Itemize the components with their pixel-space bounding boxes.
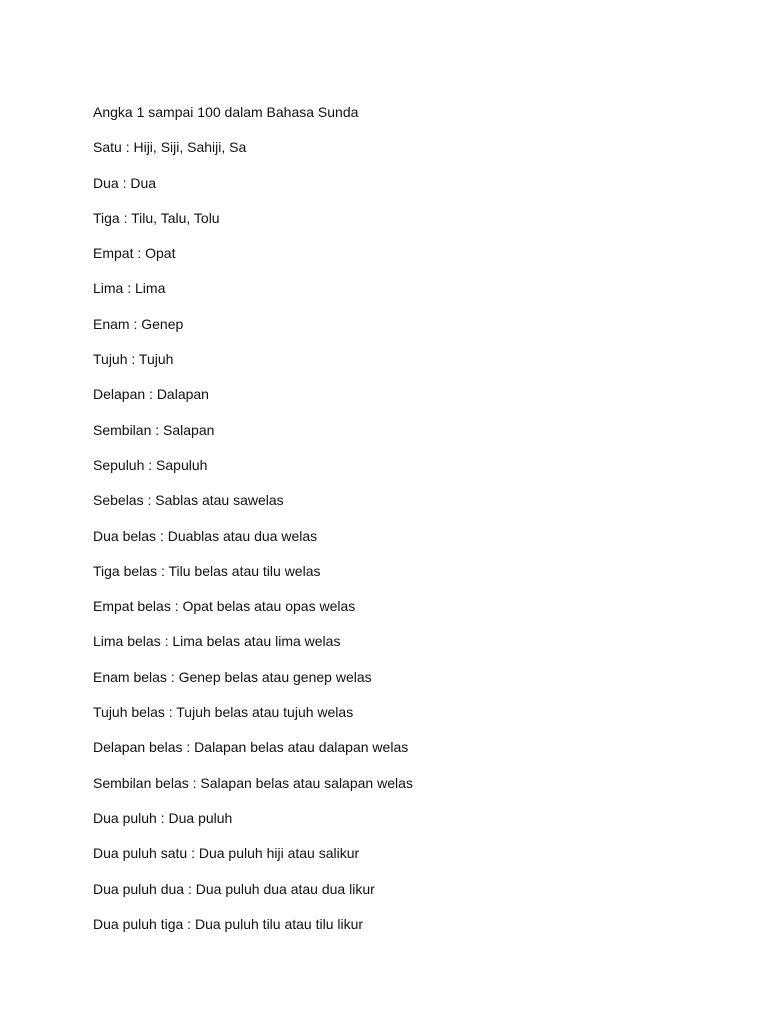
number-line: Lima belas : Lima belas atau lima welas: [93, 633, 341, 650]
number-line: Dua belas : Duablas atau dua welas: [93, 527, 318, 544]
number-line: Dua puluh satu : Dua puluh hiji atau salikur: [93, 845, 360, 862]
number-line: Tujuh belas : Tujuh belas atau tujuh welas: [93, 704, 354, 721]
number-line: Delapan : Dalapan: [93, 386, 209, 403]
number-line: Sembilan : Salapan: [93, 421, 215, 438]
number-line: Dua puluh : Dua puluh: [93, 809, 233, 826]
number-line: Empat : Opat: [93, 245, 176, 262]
number-line: Lima : Lima: [93, 280, 166, 297]
number-line: Tujuh : Tujuh: [93, 351, 174, 368]
number-line: Dua puluh dua : Dua puluh dua atau dua likur: [93, 880, 375, 897]
number-line: Sembilan belas : Salapan belas atau salapan welas: [93, 774, 413, 791]
document-title: Angka 1 sampai 100 dalam Bahasa Sunda: [93, 104, 359, 120]
number-line: Enam : Genep: [93, 315, 184, 332]
number-line: Sebelas : Sablas atau sawelas: [93, 492, 284, 509]
number-line: Dua : Dua: [93, 174, 157, 191]
number-line: Dua puluh tiga : Dua puluh tilu atau tilu likur: [93, 915, 364, 932]
number-line: Tiga belas : Tilu belas atau tilu welas: [93, 562, 321, 579]
number-line: Satu : Hiji, Siji, Sahiji, Sa: [93, 139, 247, 156]
number-line: Enam belas : Genep belas atau genep welas: [93, 668, 372, 685]
number-line: Sepuluh : Sapuluh: [93, 456, 208, 473]
number-line: Delapan belas : Dalapan belas atau dalapan welas: [93, 739, 409, 756]
number-line: Empat belas : Opat belas atau opas welas: [93, 598, 356, 615]
document-body: [93, 102, 733, 949]
number-line: Tiga : Tilu, Talu, Tolu: [93, 209, 220, 226]
